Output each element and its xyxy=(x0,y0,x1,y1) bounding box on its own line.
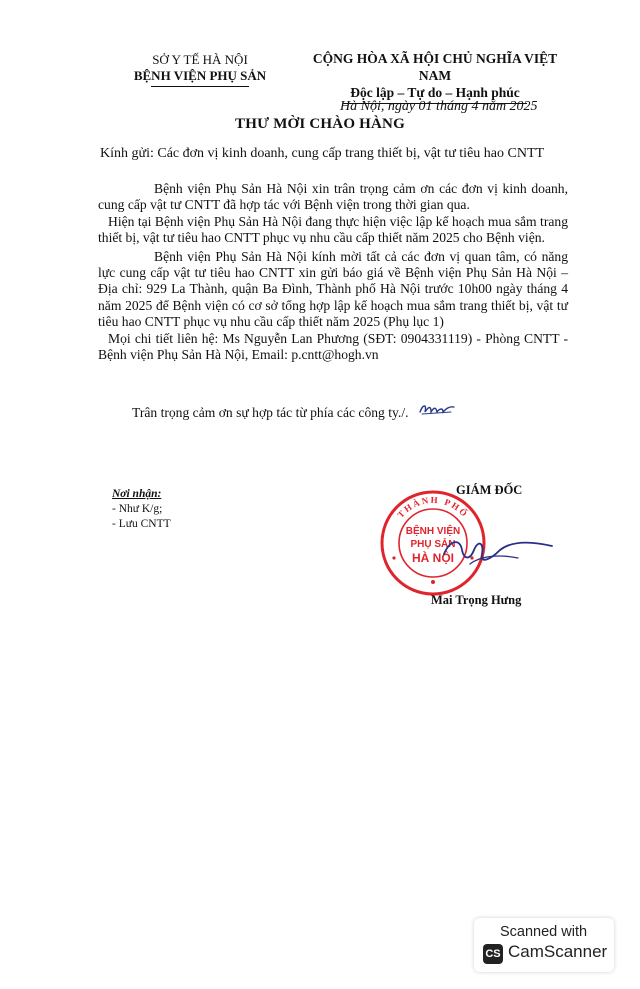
greeting-line: Kính gửi: Các đơn vị kinh doanh, cung cấp trang thiết bị, vật tư tiêu hao CNTT xyxy=(100,146,545,161)
paragraph-thanks: Bệnh viện Phụ Sản Hà Nội xin trân trọng cảm ơn các đơn vị kinh doanh, cung cấp vật tư CNTT đã hợp tác với Bệnh viện trong thời gian qua. xyxy=(98,181,568,213)
camscanner-logo-icon: CS xyxy=(483,944,503,964)
seal-line-2: PHỤ SẢN xyxy=(410,539,456,550)
issuing-organization xyxy=(100,52,300,87)
seal-line-3: HÀ NỘI xyxy=(412,551,454,565)
header-divider-left xyxy=(151,86,249,87)
recipients-block xyxy=(112,487,171,532)
national-header xyxy=(300,50,570,104)
signer-title: GIÁM ĐỐC xyxy=(456,483,523,497)
national-motto: Độc lập – Tự do – Hạnh phúc xyxy=(350,85,520,100)
hospital-name: BỆNH VIỆN PHỤ SẢN xyxy=(133,68,267,83)
recipient-item: - Lưu CNTT xyxy=(112,518,171,530)
director-signature xyxy=(440,520,560,580)
date-line: Hà Nội, ngày 01 tháng 4 năm 2025 xyxy=(340,99,538,114)
letter-body xyxy=(98,181,568,363)
closing-thanks: Trân trọng cảm ơn sự hợp tác từ phía các công ty./. xyxy=(132,405,409,420)
document-title: THƯ MỜI CHÀO HÀNG xyxy=(235,116,405,132)
recipient-item: - Như K/g; xyxy=(112,503,163,515)
seal-line-1: BỆNH VIỆN xyxy=(405,526,461,537)
paragraph-current-plan: Hiện tại Bệnh viện Phụ Sản Hà Nội đang thực hiện việc lập kế hoạch mua sắm trang thiết bị, vật tư tiêu hao CNTT phục vụ nhu cầu cấp thiết năm 2025 cho Bệnh viện. xyxy=(98,213,568,246)
paragraph-invitation: Bệnh viện Phụ Sản Hà Nội kính mời tất cả các đơn vị quan tâm, có năng lực cung cấp vật tư tiêu hao CNTT xin gửi báo giá về Bệnh viện Phụ Sản Hà Nội – Địa chỉ: 929 La Thành, quận Ba Đình, Thành phố Hà Nội trước 10h00 ngày tháng 4 năm 2025 để Bệnh viện có cơ sở tổng hợp lập kế hoạch mua sắm trang thiết bị, vật tư tiêu hao CNTT phục vụ nhu cầu cấp thiết năm 2025 (Phụ lục 1) xyxy=(98,248,568,330)
handwritten-initials xyxy=(417,400,457,418)
seal-ring-text: THÀNH PHỐ xyxy=(395,494,471,520)
paragraph-contact: Mọi chi tiết liên hệ: Ms Nguyễn Lan Phương (SĐT: 0904331119) - Phòng CNTT -Bệnh viện Phụ Sản Hà Nội, Email: p.cntt@hogh.vn xyxy=(98,330,568,363)
nation-name: CỘNG HÒA XÃ HỘI CHỦ NGHĨA VIỆT NAM xyxy=(312,51,558,83)
scanner-watermark-caption: Scanned with xyxy=(500,924,588,940)
recipients-heading: Nơi nhận: xyxy=(112,488,162,500)
scanner-brand: CamScanner xyxy=(508,942,608,961)
signer-name: Mai Trọng Hưng xyxy=(431,593,522,607)
department-name: SỞ Y TẾ HÀ NỘI xyxy=(152,52,248,67)
